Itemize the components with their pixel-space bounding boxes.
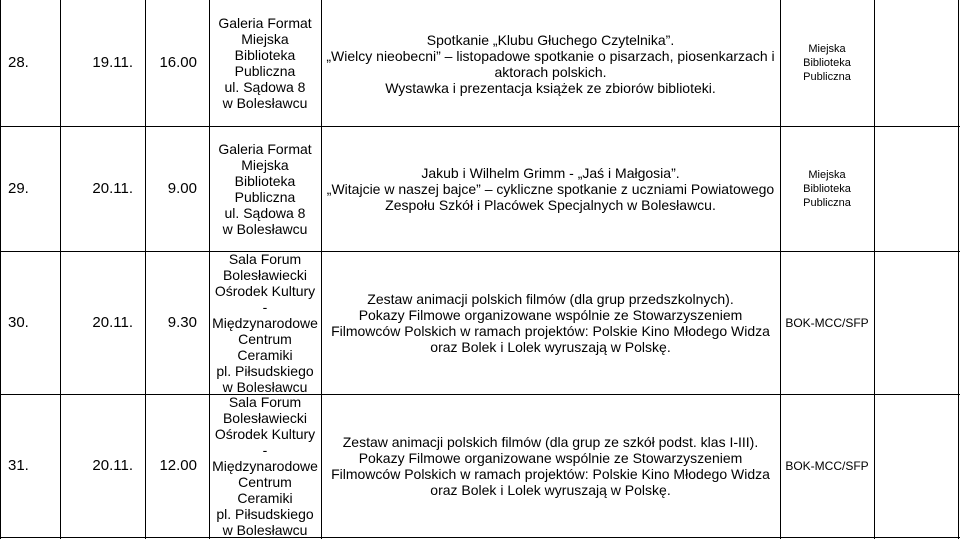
organizer-line: Miejska: [808, 43, 846, 55]
place-line: Ceramiki: [237, 346, 293, 363]
event-place: [209, 394, 321, 537]
place-line: w Bolesławcu: [222, 378, 308, 395]
place-line: Międzynarodowe: [212, 457, 318, 474]
place-line: Biblioteka: [234, 172, 296, 189]
row-number: 29.: [8, 179, 29, 197]
description-line: oraz Bolek i Lolek wyruszają w Polskę.: [430, 338, 671, 355]
event-description: [321, 0, 780, 126]
place-line: Miejska: [241, 31, 289, 47]
description-line: Zespołu Szkół i Placówek Specjalnych w Bolesławcu.: [385, 196, 716, 213]
place-line: w Bolesławcu: [222, 95, 308, 111]
description-line: „Wielcy nieobecni” – listopadowe spotkanie o pisarzach, piosenkarzach i: [326, 48, 775, 64]
event-date: 20.11.: [92, 313, 133, 331]
description-line: Jakub i Wilhelm Grimm - „Jaś i Małgosia”.: [421, 164, 680, 181]
place-line: Bolesławiecki: [222, 409, 308, 426]
description-line: Pokazy Filmowe organizowane wspólnie ze Stowarzyszeniem: [358, 449, 743, 466]
description-line: oraz Bolek i Lolek wyruszają w Polskę.: [430, 481, 671, 498]
event-organizer: [780, 126, 874, 251]
place-line: Sala Forum: [228, 393, 302, 410]
event-organizer: [780, 394, 874, 537]
organizer-line: Publiczna: [803, 71, 851, 83]
place-line: Publiczna: [234, 63, 296, 79]
grid-line: [874, 0, 875, 539]
row-number: 30.: [8, 313, 29, 331]
event-hour: 16.00: [159, 54, 197, 71]
place-line: w Bolesławcu: [222, 220, 308, 237]
grid-line: [0, 537, 960, 538]
organizer-line: Biblioteka: [803, 57, 851, 69]
event-place: [209, 126, 321, 251]
event-hour: 9.30: [167, 313, 197, 331]
place-line: Publiczna: [234, 188, 296, 205]
place-line: Ceramiki: [237, 489, 293, 506]
place-line: -: [262, 441, 268, 458]
description-line: aktorach polskich.: [494, 64, 607, 80]
organizer-line: BOK-MCC/SFP: [785, 315, 869, 330]
organizer-line: BOK-MCC/SFP: [785, 458, 869, 473]
place-line: Ośrodek Kultury: [214, 282, 316, 299]
place-line: Galeria Format: [218, 140, 312, 157]
description-line: Spotkanie „Klubu Głuchego Czytelnika”.: [426, 32, 675, 48]
event-description: [321, 126, 780, 251]
place-line: -: [262, 298, 268, 315]
event-date: 19.11.: [92, 54, 133, 71]
place-line: pl. Piłsudskiego: [216, 362, 314, 379]
organizer-line: Biblioteka: [803, 182, 851, 195]
description-line: Filmowców Polskich w ramach projektów: Polskie Kino Młodego Widza: [331, 322, 770, 339]
place-line: Bolesławiecki: [222, 266, 308, 283]
description-line: Filmowców Polskich w ramach projektów: Polskie Kino Młodego Widza: [331, 465, 770, 482]
organizer-line: Publiczna: [803, 196, 851, 209]
place-line: Galeria Format: [218, 15, 312, 31]
place-line: ul. Sądowa 8: [224, 79, 306, 95]
organizer-line: Miejska: [808, 168, 846, 181]
event-description: [321, 251, 780, 394]
description-line: Wystawka i prezentacja książek ze zbiorów biblioteki.: [385, 80, 716, 96]
place-line: ul. Sądowa 8: [224, 204, 306, 221]
place-line: Międzynarodowe: [212, 314, 318, 331]
description-line: Pokazy Filmowe organizowane wspólnie ze Stowarzyszeniem: [358, 306, 743, 323]
grid-line: [958, 0, 959, 539]
place-line: Ośrodek Kultury: [214, 425, 316, 442]
event-description: [321, 394, 780, 537]
description-line: Zestaw animacji polskich filmów (dla grup ze szkół podst. klas I-III).: [342, 433, 759, 450]
event-date: 20.11.: [92, 179, 133, 197]
description-line: „Witajcie w naszej bajce” – cykliczne spotkanie z uczniami Powiatowego: [326, 180, 775, 197]
place-line: Sala Forum: [228, 250, 302, 267]
place-line: Miejska: [241, 156, 289, 173]
event-hour: 9.00: [167, 179, 197, 197]
place-line: Biblioteka: [234, 47, 296, 63]
event-date: 20.11.: [92, 456, 133, 474]
event-hour: 12.00: [159, 456, 197, 474]
place-line: Centrum: [238, 330, 292, 347]
place-line: Centrum: [238, 473, 292, 490]
event-organizer: [780, 0, 874, 126]
description-line: Zestaw animacji polskich filmów (dla grup przedszkolnych).: [367, 290, 734, 307]
event-place: [209, 0, 321, 126]
event-place: [209, 251, 321, 394]
place-line: w Bolesławcu: [222, 521, 308, 538]
place-line: pl. Piłsudskiego: [216, 505, 314, 522]
row-number: 28.: [8, 54, 29, 71]
row-number: 31.: [8, 456, 29, 474]
event-organizer: [780, 251, 874, 394]
